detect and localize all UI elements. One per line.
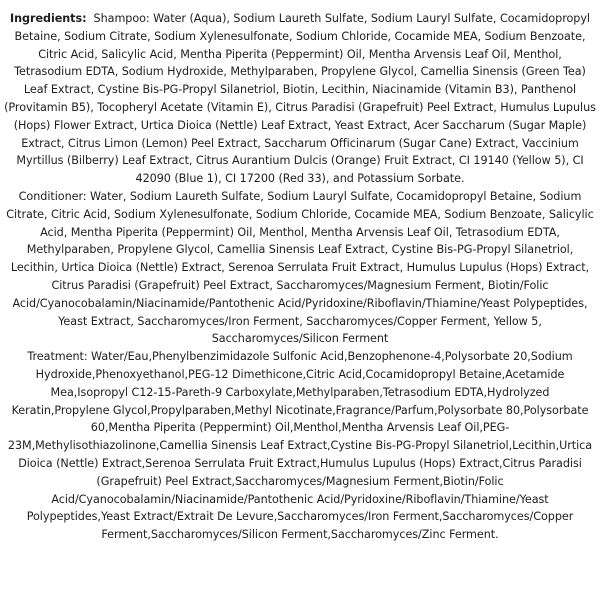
ingredients-heading: Ingredients:	[10, 12, 87, 25]
shampoo-paragraph	[4, 10, 596, 188]
ingredients-panel	[4, 10, 596, 544]
shampoo-ingredients: Shampoo: Water (Aqua), Sodium Laureth Sulfate, Sodium Lauryl Sulfate, Cocamidopropyl Betaine, Sodium Citrate, Sodium Xylenesulfonate, Sodium Chloride, Cocamide MEA, Sodium Benzoate, Citric Acid, Salicylic Acid, Mentha Piperita (Peppermint) Oil, Mentha Arvensis Leaf Oil, Menthol, Tetrasodium EDTA, Sodium Hydroxide, Methylparaben, Propylene Glycol, Camellia Sinensis (Green Tea) Leaf Extract, Cystine Bis-PG-Propyl Silanetriol, Biotin, Lecithin, Niacinamide (Vitamin B3), Panthenol (Provitamin B5), Tocopheryl Acetate (Vitamin E), Citrus Paradisi (Grapefruit) Peel Extract, Humulus Lupulus (Hops) Flower Extract, Urtica Dioica (Nettle) Leaf Extract, Yeast Extract, Acer Saccharum (Sugar Maple) Extract, Citrus Limon (Lemon) Peel Extract, Saccharum Officinarum (Sugar Cane) Extract, Vaccinium Myrtillus (Bilberry) Leaf Extract, Citrus Aurantium Dulcis (Orange) Fruit Extract, CI 19140 (Yellow 5), CI 42090 (Blue 1), CI 17200 (Red 33), and Potassium Sorbate.	[4, 12, 596, 186]
treatment-paragraph	[4, 348, 596, 544]
treatment-ingredients: Treatment: Water/Eau,Phenylbenzimidazole Sulfonic Acid,Benzophenone-4,Polysorbate 20,Sodium Hydroxide,Phenoxyethanol,PEG-12 Dimethicone,Citric Acid,Cocamidopropyl Betaine,Acetamide Mea,Isopropyl C12-15-Pareth-9 Carboxylate,Methylparaben,Tetrasodium EDTA,Hydrolyzed Keratin,Propylene Glycol,Propylparaben,Methyl Nicotinate,Fragrance/Parfum,Polysorbate 80,Polysorbate 60,Mentha Piperita (Peppermint) Oil,Menthol,Mentha Arvensis Leaf Oil,PEG-23M,Methylisothiazolinone,Camellia Sinensis Leaf Extract,Cystine Bis-PG-Propyl Silanetriol,Lecithin,Urtica Dioica (Nettle) Extract,Serenoa Serrulata Fruit Extract,Humulus Lupulus (Hops) Extract,Citrus Paradisi (Grapefruit) Peel Extract,Saccharomyces/Magnesium Ferment,Biotin/Folic Acid/Cyanocobalamin/Niacinamide/Pantothenic Acid/Pyridoxine/Riboflavin/Thiamine/Yeast Polypeptides,Yeast Extract/Extrait De Levure,Saccharomyces/Iron Ferment,Saccharomyces/Copper Ferment,Saccharomyces/Silicon Ferment,Saccharomyces/Zinc Ferment.	[7, 350, 593, 542]
conditioner-paragraph	[4, 188, 596, 348]
conditioner-ingredients: Conditioner: Water, Sodium Laureth Sulfate, Sodium Lauryl Sulfate, Cocamidopropyl Betaine, Sodium Citrate, Citric Acid, Sodium Xylenesulfonate, Sodium Chloride, Cocamide MEA, Sodium Benzoate, Salicylic Acid, Mentha Piperita (Peppermint) Oil, Menthol, Mentha Arvensis Leaf Oil, Tetrasodium EDTA, Methylparaben, Propylene Glycol, Camellia Sinensis Leaf Extract, Cystine Bis-PG-Propyl Silanetriol, Lecithin, Urtica Dioica (Nettle) Extract, Serenoa Serrulata Fruit Extract, Humulus Lupulus (Hops) Extract, Citrus Paradisi (Grapefruit) Peel Extract, Saccharomyces/Magnesium Ferment, Biotin/Folic Acid/Cyanocobalamin/Niacinamide/Pantothenic Acid/Pyridoxine/Riboflavin/Thiamine/Yeast Polypeptides, Yeast Extract, Saccharomyces/Iron Ferment, Saccharomyces/Copper Ferment, Yellow 5, Saccharomyces/Silicon Ferment	[6, 189, 594, 346]
